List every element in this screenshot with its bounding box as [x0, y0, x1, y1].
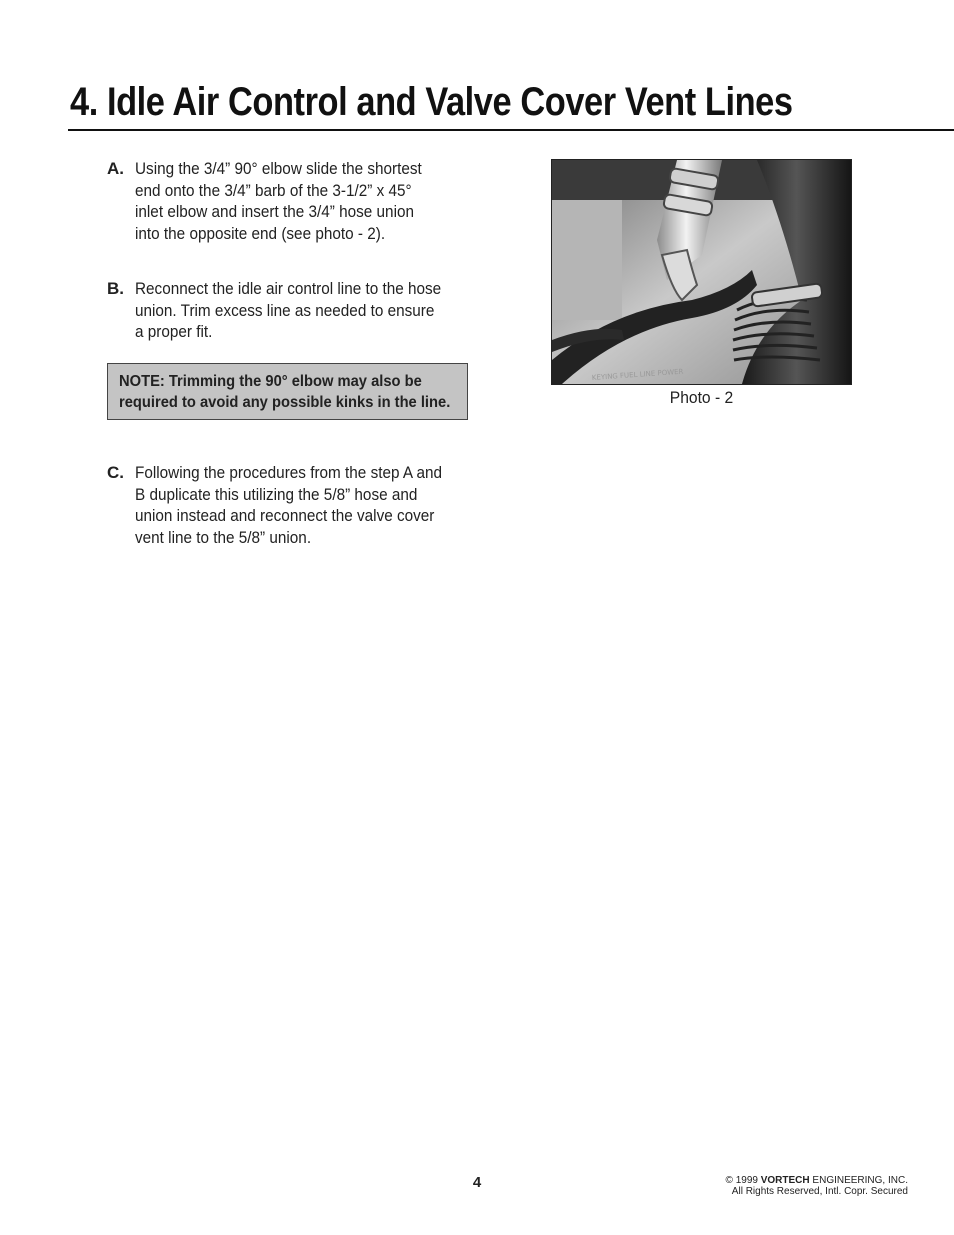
copyright-prefix: © 1999 [725, 1175, 758, 1186]
step-a-text: Using the 3/4” 90° elbow slide the shortest end onto the 3/4” barb of the 3-1/2” x 45° inlet elbow and insert the 3/4” hose union into the opposite end (see photo - 2). [135, 159, 422, 243]
brand-name: VORTECH [760, 1175, 810, 1186]
engine-photo-image [552, 160, 851, 384]
step-a-letter: A. [107, 159, 124, 178]
step-c-letter: C. [107, 463, 124, 482]
note-text: NOTE: Trimming the 90° elbow may also be required to avoid any possible kinks in the line. [119, 373, 451, 411]
rights-line: All Rights Reserved, Intl. Copr. Secured [731, 1186, 908, 1197]
hose-print-text: KEYING FUEL LINE POWER [591, 367, 684, 382]
engine-photo [551, 159, 852, 385]
step-c-text: Following the procedures from the step A and B duplicate this utilizing the 5/8” hose and union instead and reconnect the valve cover vent line to the 5/8” union. [135, 463, 443, 547]
step-b [107, 278, 477, 343]
step-a [107, 158, 477, 244]
note-box [107, 363, 468, 420]
page-title: 4. Idle Air Control and Valve Cover Vent Lines [70, 80, 793, 124]
copyright-suffix: ENGINEERING, INC. [812, 1175, 908, 1186]
title-divider [68, 129, 954, 131]
step-c [107, 462, 477, 548]
step-b-letter: B. [107, 279, 124, 298]
page-number: 4 [472, 1174, 482, 1191]
photo-caption: Photo - 2 [669, 388, 734, 407]
step-b-text: Reconnect the idle air control line to the hose union. Trim excess line as needed to ensure a proper fit. [135, 279, 442, 341]
copyright-line [726, 1175, 908, 1186]
footer-copyright [726, 1175, 908, 1197]
